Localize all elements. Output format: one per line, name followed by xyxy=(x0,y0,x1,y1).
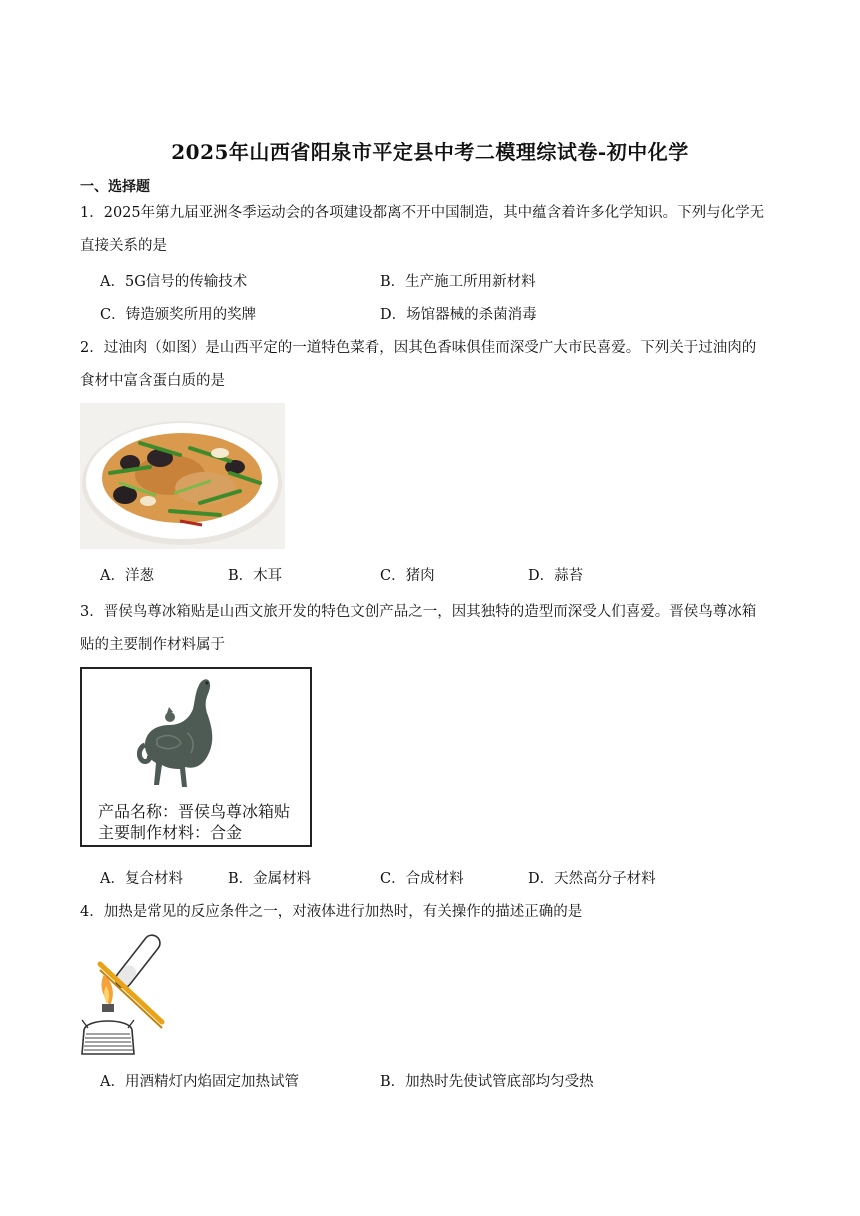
q4-option-b: B．加热时先使试管底部均匀受热 xyxy=(380,1074,594,1090)
product-material-caption: 主要制作材料：合金 xyxy=(98,823,243,842)
q2-option-a: A．洋葱 xyxy=(100,568,154,584)
section-heading: 一、选择题 xyxy=(80,179,150,195)
question-3-line2: 贴的主要制作材料属于 xyxy=(80,637,225,653)
question-3-line1: 3．晋侯鸟尊冰箱贴是山西文旅开发的特色文创产品之一，因其独特的造型而深受人们喜爱。晋侯鸟尊冰箱 xyxy=(80,604,757,620)
q1-option-b: B．生产施工所用新材料 xyxy=(380,274,536,290)
q1-option-d: D．场馆器械的杀菌消毒 xyxy=(380,307,537,323)
q1-option-c: C．铸造颁奖所用的奖牌 xyxy=(100,307,257,323)
dish-photo xyxy=(80,403,285,549)
q3-option-d: D．天然高分子材料 xyxy=(528,871,656,887)
q1-option-a: A．5G信号的传输技术 xyxy=(100,274,248,290)
question-4-line1: 4．加热是常见的反应条件之一，对液体进行加热时，有关操作的描述正确的是 xyxy=(80,904,583,920)
q3-option-b: B．金属材料 xyxy=(228,871,312,887)
question-1-line2: 直接关系的是 xyxy=(80,238,167,254)
question-1-line1: 1．2025年第九届亚洲冬季运动会的各项建设都离不开中国制造，其中蕴含着许多化学知识。下列与化学无 xyxy=(80,205,765,221)
bird-zun-image xyxy=(137,673,247,793)
page-title: 2025年山西省阳泉市平定县中考二模理综试卷-初中化学 xyxy=(171,140,689,164)
q3-option-c: C．合成材料 xyxy=(380,871,464,887)
q3-option-a: A．复合材料 xyxy=(100,871,183,887)
question-2-stem xyxy=(80,333,780,396)
q2-option-d: D．蒜苔 xyxy=(528,568,584,584)
product-figure xyxy=(80,667,312,847)
heating-apparatus-image xyxy=(76,930,168,1056)
question-2-line2: 食材中富含蛋白质的是 xyxy=(80,373,225,389)
q4-option-a: A．用酒精灯内焰固定加热试管 xyxy=(100,1074,299,1090)
question-2-line1: 2．过油肉（如图）是山西平定的一道特色菜肴，因其色香味俱佳而深受广大市民喜爱。下列关于过油肉的 xyxy=(80,340,757,356)
question-4-stem xyxy=(80,897,780,927)
q2-option-b: B．木耳 xyxy=(228,568,283,584)
q2-option-c: C．猪肉 xyxy=(380,568,435,584)
question-3-stem xyxy=(80,597,780,660)
product-name-caption: 产品名称：晋侯鸟尊冰箱贴 xyxy=(98,802,291,821)
question-1-stem xyxy=(80,198,780,261)
